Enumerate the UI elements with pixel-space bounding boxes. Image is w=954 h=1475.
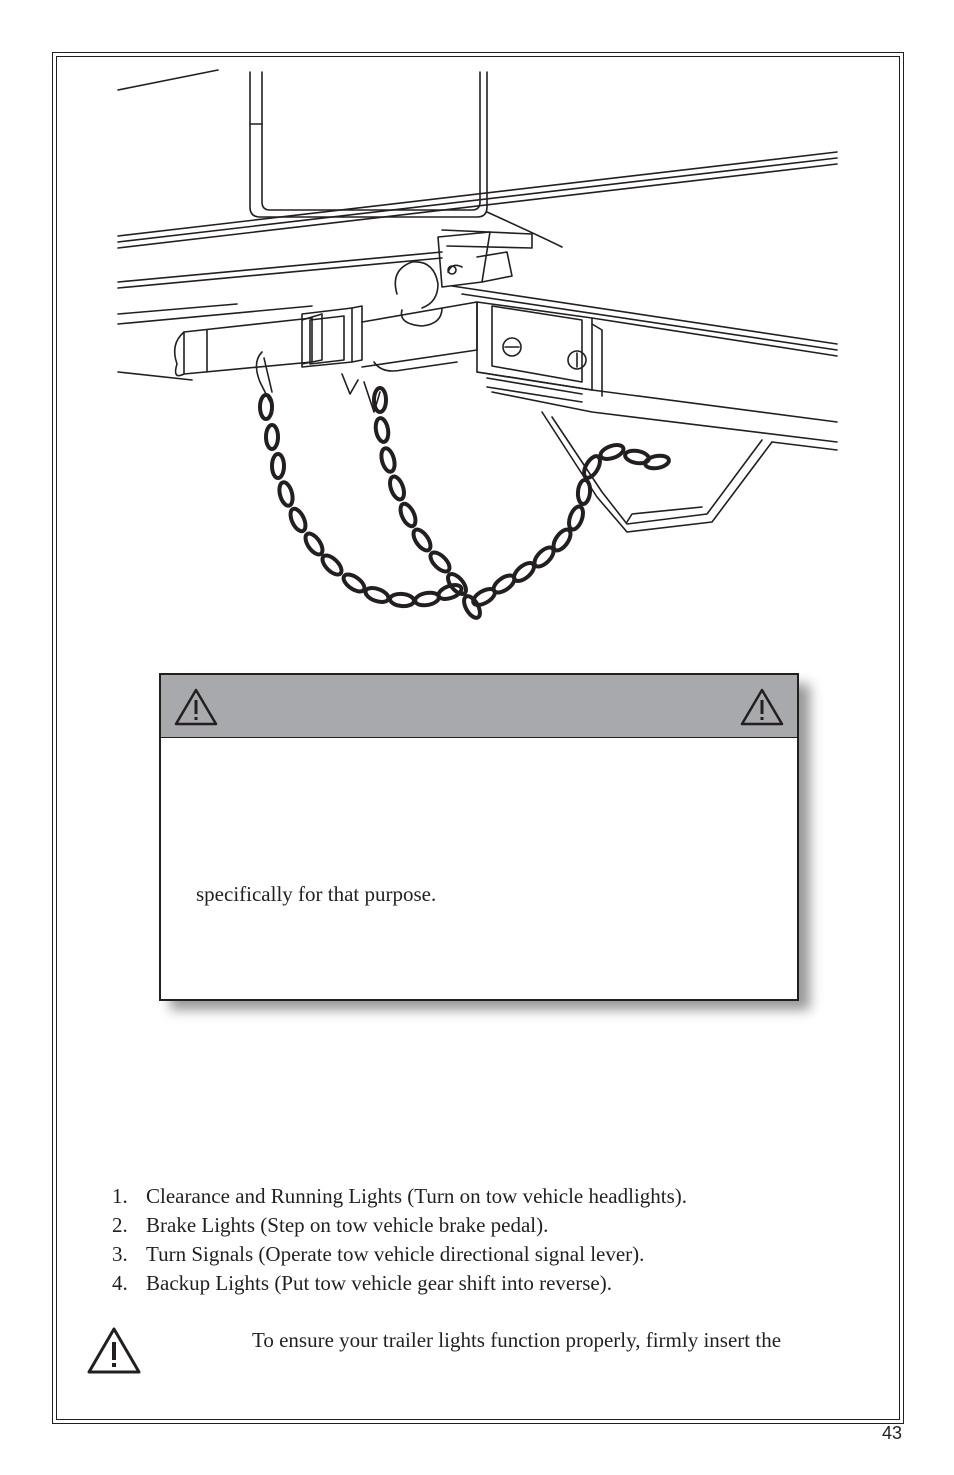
list-item-number: 1. <box>112 1184 128 1208</box>
list-item-text: Backup Lights (Put tow vehicle gear shift into reverse). <box>146 1271 612 1295</box>
warning-box-header <box>161 675 797 738</box>
list-item <box>112 1182 687 1211</box>
lights-checklist <box>112 1182 687 1298</box>
note-text: To ensure your trailer lights function properly, firmly insert the <box>252 1328 782 1352</box>
list-item-text: Brake Lights (Step on tow vehicle brake pedal). <box>146 1213 549 1237</box>
list-item-number: 3. <box>112 1242 128 1266</box>
list-item <box>112 1269 687 1298</box>
warning-text: specifically for that purpose. <box>196 882 437 906</box>
warning-triangle-icon <box>86 1326 142 1376</box>
warning-triangle-icon <box>173 687 219 727</box>
warning-triangle-icon <box>739 687 785 727</box>
warning-box <box>159 673 799 1001</box>
list-item <box>112 1211 687 1240</box>
list-item-number: 4. <box>112 1271 128 1295</box>
list-item-number: 2. <box>112 1213 128 1237</box>
list-item-text: Clearance and Running Lights (Turn on tow vehicle headlights). <box>146 1184 688 1208</box>
page-number: 43 <box>881 1423 902 1443</box>
list-item-text: Turn Signals (Operate tow vehicle directional signal lever). <box>146 1242 645 1266</box>
list-item <box>112 1240 687 1269</box>
safety-chains <box>112 62 842 652</box>
